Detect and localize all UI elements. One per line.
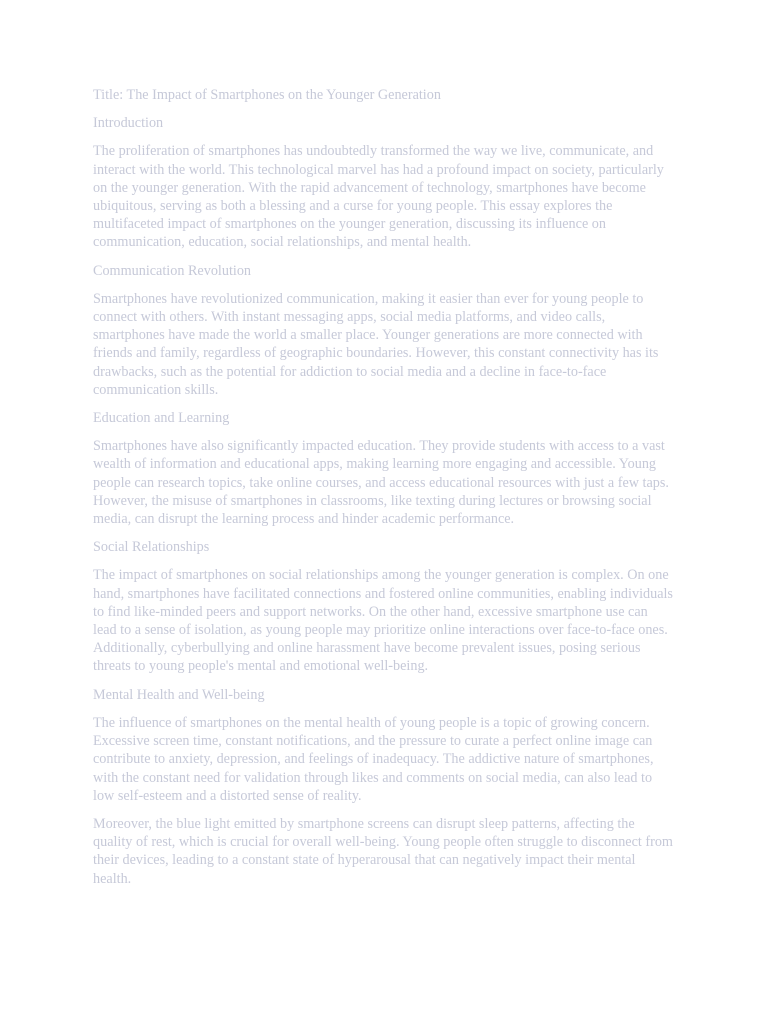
section-heading: Introduction: [93, 115, 164, 132]
document-title: Title: The Impact of Smartphones on the Younger Generation: [93, 87, 441, 103]
section-heading: Social Relationships: [93, 539, 210, 556]
section-paragraph: The impact of smartphones on social relationships among the younger generation is complex. On one hand, smartphones have facilitated connections and fostered online communities, enabling individuals to find like-minded peers and support networks. On the other hand, excessive smartphone use can lead to a sense of isolation, as young people may prioritize online interactions over face-to-face ones. Additionally, cyberbullying and online harassment have become prevalent issues, posing serious threats to young people's mental and emotional well-being.: [93, 567, 673, 675]
section-paragraph: The influence of smartphones on the mental health of young people is a topic of growing concern. Excessive screen time, constant notifications, and the pressure to curate a perfect online image can contribute to anxiety, depression, and feelings of inadequacy. The addictive nature of smartphones, with the constant need for validation through likes and comments on social media, can also lead to low self-esteem and a distorted sense of reality.: [93, 714, 654, 804]
section-heading: Communication Revolution: [93, 262, 252, 279]
section-paragraph: Moreover, the blue light emitted by smartphone screens can disrupt sleep patterns, affecting the quality of rest, which is crucial for overall well-being. Young people often struggle to disconnect from their devices, leading to a constant state of hyperarousal that can negatively impact their mental health.: [93, 815, 673, 887]
section-paragraph: The proliferation of smartphones has undoubtedly transformed the way we live, communicate, and interact with the world. This technological marvel has had a profound impact on society, particularly on the younger generation. With the rapid advancement of technology, smartphones have become ubiquitous, serving as both a blessing and a curse for young people. This essay explores the multifaceted impact of smartphones on the younger generation, discussing its influence on communication, education, social relationships, and mental health.: [93, 143, 664, 251]
section-paragraph: Smartphones have also significantly impacted education. They provide students with access to a vast wealth of information and educational apps, making learning more engaging and accessible. Young people can research topics, take online courses, and access educational resources with just a few taps. However, the misuse of smartphones in classrooms, like texting during lectures or browsing social media, can disrupt the learning process and hinder academic performance.: [93, 438, 669, 528]
section-social-relationships: [93, 538, 673, 675]
section-education-and-learning: [93, 409, 673, 528]
section-mental-health: [93, 686, 673, 888]
section-introduction: [93, 114, 673, 251]
section-paragraph: Smartphones have revolutionized communication, making it easier than ever for young people to connect with others. With instant messaging apps, social media platforms, and video calls, smartphones have made the world a smaller place. Younger generations are more connected with friends and family, regardless of geographic boundaries. However, this constant connectivity has its drawbacks, such as the potential for addiction to social media and a decline in face-to-face communication skills.: [93, 290, 659, 398]
section-communication-revolution: [93, 262, 673, 399]
section-heading: Mental Health and Well-being: [93, 686, 265, 703]
section-heading: Education and Learning: [93, 410, 230, 427]
document-page: [93, 86, 673, 898]
